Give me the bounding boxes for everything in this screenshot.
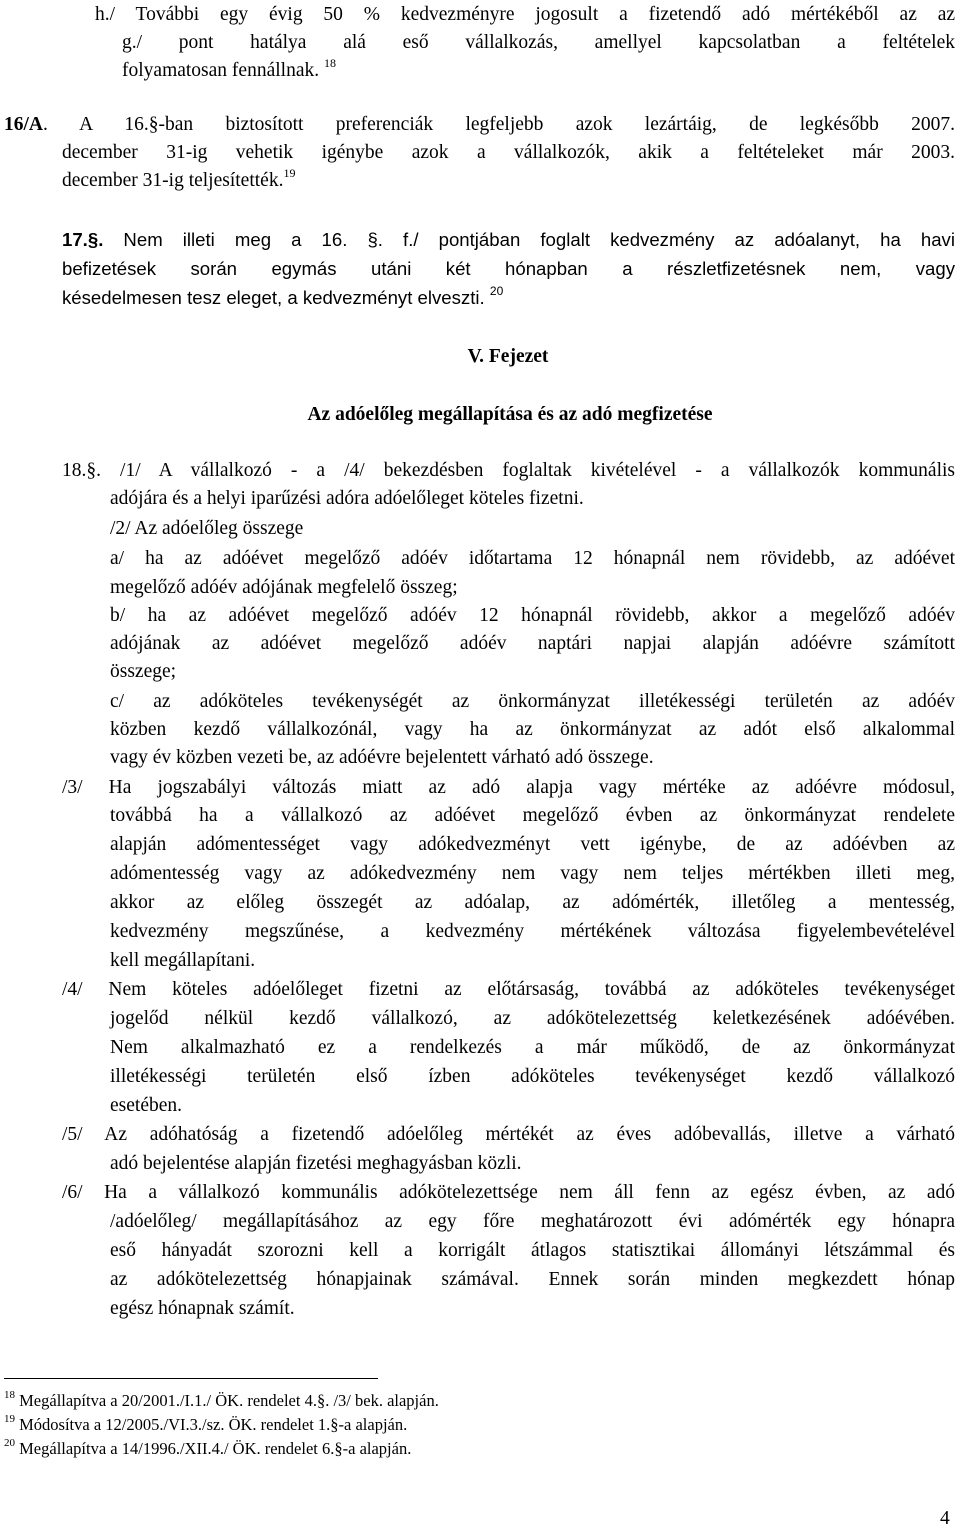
chapter-number: V. Fejezet bbox=[467, 346, 549, 367]
section-18-p3-line5: akkor az előleg összegét az adóalap, az adómérték, illetőleg a mentesség, bbox=[110, 892, 955, 913]
section-18-p6-line3: eső hányadát szorozni kell a korrigált átlagos statisztikai állományi létszámmal és bbox=[110, 1240, 955, 1261]
section-16a-line3: december 31-ig teljesítették.$^{19}$ bbox=[62, 165, 296, 191]
section-18-c-line3: vagy év közben vezeti be, az adóévre bejelentett várható adó összege. bbox=[110, 747, 654, 768]
section-18-p5-line2: adó bejelentése alapján fizetési meghagyásban közli. bbox=[110, 1153, 522, 1174]
section-18-p1-line2: adójára és a helyi iparűzési adóra adóelőleget köteles fizetni. bbox=[110, 488, 584, 509]
footnote-20: $^{20}$ Megállapítva a 14/1996./XII.4./ ÖK. rendelet 6.§-a alapján. bbox=[4, 1436, 412, 1458]
intro-h-line2: g./ pont hatálya alá eső vállalkozás, amellyel kapcsolatban a feltételek bbox=[122, 32, 955, 53]
section-18-p4-line5: esetében. bbox=[110, 1095, 183, 1116]
section-18-p1-line1: 18.§. /1/ A vállalkozó - a /4/ bekezdésben foglaltak kivételével - a vállalkozók kommunális bbox=[62, 460, 955, 481]
section-16a-line1: 16/A. A 16.§-ban biztosított preferenciák legfeljebb azok lezártáig, de legkésőbb 2007. bbox=[4, 114, 955, 135]
section-18-p6-line2: /adóelőleg/ megállapításához az egy főre meghatározott évi adómérték egy hónapra bbox=[110, 1211, 955, 1232]
section-16a-line2: december 31-ig vehetik igénybe azok a vállalkozók, akik a feltételeket már 2003. bbox=[62, 142, 955, 163]
section-18-p4-line2: jogelőd nélkül kezdő vállalkozó, az adókötelezettség keletkezésének adóévében. bbox=[110, 1008, 955, 1029]
section-18-p4-line4: illetékességi területén első ízben adóköteles tevékenységet kezdő vállalkozó bbox=[110, 1066, 955, 1087]
footnote-number: 18 bbox=[4, 1388, 15, 1401]
footnote-number: 20 bbox=[4, 1436, 15, 1449]
footnote-19: $^{19}$ Módosítva a 12/2005./VI.3./sz. ÖK. rendelet 1.§-a alapján. bbox=[4, 1412, 408, 1434]
section-18-p5-line1: /5/ Az adóhatóság a fizetendő adóelőleg mértékét az éves adóbevallás, illetve a várható bbox=[62, 1124, 955, 1145]
page-number: 4 bbox=[940, 1508, 950, 1529]
section-18-p4-line3: Nem alkalmazható ez a rendelkezés a már működő, de az önkormányzat bbox=[110, 1037, 955, 1058]
section-18-b-line3: összege; bbox=[110, 661, 177, 682]
chapter-title: Az adóelőleg megállapítása és az adó megfizetése bbox=[307, 404, 713, 425]
section-18-p3-line6: kedvezmény megszűnése, a kedvezmény mértékének változása figyelembevételével bbox=[110, 921, 955, 942]
section-18-b-line2: adójának az adóévet megelőző adóév naptári napjai alapján adóévre számított bbox=[110, 633, 955, 654]
section-18-c-line2: közben kezdő vállalkozónál, vagy ha az önkormányzat az adót első alkalommal bbox=[110, 719, 955, 740]
footnote-ref-19[interactable]: 19 bbox=[283, 165, 296, 180]
section-17-line1: 17.§. Nem illeti meg a 16. §. f./ pontjában foglalt kedvezmény az adóalanyt, ha havi bbox=[62, 229, 955, 250]
intro-h-line1: h./ További egy évig 50 % kedvezményre jogosult a fizetendő adó mértékéből az az bbox=[95, 4, 955, 25]
section-18-p3-line2: továbbá ha a vállalkozó az adóévet megelőző évben az önkormányzat rendelete bbox=[110, 805, 955, 826]
footnote-separator bbox=[4, 1378, 378, 1379]
footnote-number: 19 bbox=[4, 1412, 15, 1425]
section-17-line2: befizetések során egymás utáni két hónapban a részletfizetésnek nem, vagy bbox=[62, 258, 955, 279]
section-18-p6-line4: az adókötelezettség hónapjainak számával. Ennek során minden megkezdett hónap bbox=[110, 1269, 955, 1290]
section-18-p2-head: /2/ Az adóelőleg összege bbox=[110, 518, 304, 539]
intro-h-line3: folyamatosan fennállnak. $^{18}$ bbox=[122, 55, 336, 81]
section-17-line3: késedelmesen tesz eleget, a kedvezményt elveszti. $^{20}$ bbox=[62, 283, 504, 308]
section-18-a-line1: a/ ha az adóévet megelőző adóév időtartama 12 hónapnál nem rövidebb, az adóévet bbox=[110, 548, 955, 569]
footnote-18: $^{18}$ Megállapítva a 20/2001./I.1./ ÖK. rendelet 4.§. /3/ bek. alapján. bbox=[4, 1388, 439, 1410]
section-18-p6-line5: egész hónapnak számít. bbox=[110, 1298, 295, 1319]
footnote-ref-20[interactable]: 20 bbox=[489, 283, 504, 298]
section-18-c-line1: c/ az adóköteles tevékenységét az önkormányzat illetékességi területén az adóév bbox=[110, 691, 955, 712]
section-16a-label: 16/A bbox=[4, 114, 43, 135]
section-17-label: 17.§. bbox=[62, 229, 104, 250]
section-18-p3-line4: adómentesség vagy az adókedvezmény nem vagy nem teljes mértékben illeti meg, bbox=[110, 863, 955, 884]
section-18-a-line2: megelőző adóév adójának megfelelő összeg; bbox=[110, 577, 458, 598]
section-18-p4-line1: /4/ Nem köteles adóelőleget fizetni az előtársaság, továbbá az adóköteles tevékenységet bbox=[62, 979, 955, 1000]
footnote-ref-18[interactable]: 18 bbox=[323, 55, 336, 70]
section-18-b-line1: b/ ha az adóévet megelőző adóév 12 hónapnál rövidebb, akkor a megelőző adóév bbox=[110, 605, 955, 626]
section-18-p6-line1: /6/ Ha a vállalkozó kommunális adókötelezettsége nem áll fenn az egész évben, az adó bbox=[62, 1182, 955, 1203]
section-18-p3-line7: kell megállapítani. bbox=[110, 950, 256, 971]
section-18-p3-line1: /3/ Ha jogszabályi változás miatt az adó alapja vagy mértéke az adóévre módosul, bbox=[62, 777, 955, 798]
section-18-p3-line3: alapján adómentességet vagy adókedvezményt vett igénybe, de az adóévben az bbox=[110, 834, 955, 855]
